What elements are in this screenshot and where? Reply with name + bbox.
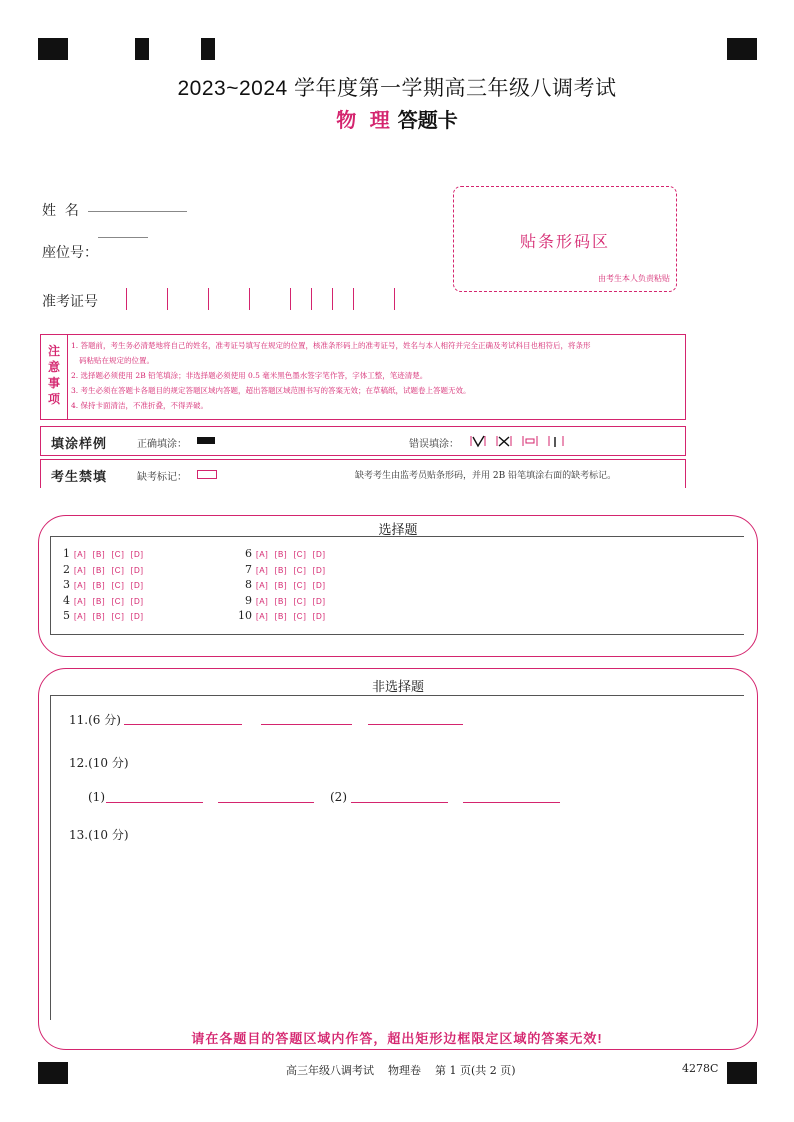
page-footer: 高三年级八调考试 物理卷 第 1 页(共 2 页): [286, 1064, 516, 1077]
id-digit-box[interactable]: [332, 288, 333, 310]
choice-option-bubble[interactable]: [C]: [111, 565, 125, 575]
choice-question-row: [238, 594, 332, 609]
notice-side-char: 意: [47, 360, 60, 374]
choice-question-row: [56, 594, 150, 609]
choice-option-bubble[interactable]: [A]: [256, 565, 269, 575]
notice-item: 3. 考生必须在答题卡各题目的规定答题区域内答题，超出答题区域范围书写的答案无效；在草稿纸，试题卷上答题无效。: [71, 386, 471, 395]
name-field[interactable]: [88, 211, 187, 212]
nonchoice-section-title: 非选择题: [371, 679, 424, 694]
choice-question-row: [56, 609, 150, 624]
choice-option-bubble[interactable]: [A]: [74, 565, 87, 575]
choice-question-row: [238, 563, 332, 578]
notice-items: [71, 338, 679, 413]
name-label: 姓 名: [42, 203, 79, 219]
choice-option-bubble[interactable]: [D]: [130, 581, 145, 590]
choice-option-bubble[interactable]: [B]: [274, 581, 288, 590]
wrong-fill-label: 错误填涂：: [409, 439, 459, 450]
correct-fill-sample: [197, 437, 215, 444]
correct-fill-label: 正确填涂：: [137, 439, 187, 450]
card-subtitle: [0, 104, 794, 133]
choice-question-number: 1: [63, 547, 70, 560]
choice-option-bubble[interactable]: [C]: [293, 612, 307, 621]
id-digit-box[interactable]: [208, 288, 209, 310]
id-digit-box[interactable]: [249, 288, 250, 310]
exam-title: 2023~2024 学年度第一学期高三年级八调考试: [177, 77, 617, 100]
choice-option-bubble[interactable]: [C]: [293, 596, 307, 606]
choice-option-bubble[interactable]: [C]: [111, 612, 125, 621]
question-11-label: 11.(6 分): [69, 713, 121, 727]
choice-option-bubble[interactable]: [C]: [293, 581, 307, 590]
question-12-label: 12.(10 分): [69, 756, 129, 770]
timing-mark: [135, 38, 149, 60]
fill-sample-row: [40, 426, 686, 456]
choice-question-number: 9: [245, 593, 252, 607]
choice-option-bubble[interactable]: [D]: [130, 550, 145, 559]
choice-option-bubble[interactable]: [B]: [274, 612, 288, 621]
q12-part2-answer-1[interactable]: [351, 802, 448, 803]
choice-option-bubble[interactable]: [B]: [92, 581, 106, 590]
id-digit-box[interactable]: [167, 288, 168, 310]
q12-part1-answer-2[interactable]: [218, 802, 314, 803]
choice-question-number: 7: [245, 562, 252, 576]
notice-side-char: 项: [47, 392, 60, 406]
id-digit-box[interactable]: [126, 288, 127, 310]
choice-option-bubble[interactable]: [D]: [312, 581, 327, 590]
choice-bottom-rule: [50, 634, 744, 635]
question-13-label: 13.(10 分): [69, 828, 129, 842]
choice-option-bubble[interactable]: [D]: [130, 596, 145, 606]
card-label: 答题卡: [397, 110, 458, 132]
seat-field-line[interactable]: [98, 237, 148, 238]
choice-option-bubble[interactable]: [C]: [111, 596, 125, 606]
choice-question-row: [238, 547, 332, 562]
choice-question-number: 8: [245, 578, 252, 591]
choice-option-bubble[interactable]: [C]: [293, 565, 307, 575]
absent-mark-label: 缺考标记：: [137, 472, 187, 483]
fill-sample-label: 填涂样例: [51, 436, 108, 451]
notice-side-label: [41, 335, 68, 419]
choice-option-bubble[interactable]: [C]: [293, 550, 307, 559]
absent-mark-box[interactable]: [197, 470, 217, 479]
notice-item: 1. 答题前，考生务必清楚地将自己的姓名，准考证号填写在规定的位置，核准条形码上的准考证号，姓名与本人相符并完全正确及考试科目也相符后，将条形: [71, 341, 591, 350]
choice-option-bubble[interactable]: [A]: [74, 581, 87, 590]
choice-question-row: [56, 547, 150, 562]
choice-question-row: [238, 609, 332, 624]
choice-question-number: 10: [238, 609, 252, 622]
notice-item: 4. 保持卡面清洁，不准折叠，不得弄破。: [71, 401, 209, 410]
nonchoice-top-rule: [50, 695, 744, 696]
proctor-only-label: 考生禁填: [51, 469, 108, 484]
q11-answer-2[interactable]: [261, 724, 352, 725]
q11-answer-1[interactable]: [124, 724, 242, 725]
choice-question-number: 5: [63, 609, 70, 622]
choice-option-bubble[interactable]: [D]: [312, 550, 327, 559]
timing-mark: [38, 38, 68, 60]
choice-question-row: [56, 563, 150, 578]
id-digit-box[interactable]: [290, 288, 291, 310]
id-digit-box[interactable]: [353, 288, 354, 310]
notice-item: 2. 选择题必须使用 2B 铅笔填涂；非选择题必须使用 0.5 毫米黑色墨水签字笔作答，字体工整，笔迹清楚。: [71, 371, 428, 380]
proctor-only-row: [40, 459, 686, 488]
choice-option-bubble[interactable]: [A]: [256, 596, 269, 606]
id-digit-box[interactable]: [394, 288, 395, 310]
q13-answer-area[interactable]: [52, 846, 742, 1016]
timing-mark: [727, 1062, 757, 1084]
choice-option-bubble[interactable]: [B]: [274, 596, 288, 606]
choice-section-title: 选择题: [378, 522, 418, 537]
choice-question-number: 2: [63, 562, 70, 576]
choice-option-bubble[interactable]: [B]: [92, 612, 106, 621]
wrong-fill-samples: [469, 433, 579, 449]
choice-option-bubble[interactable]: [A]: [74, 596, 87, 606]
subject-name: 物 理: [336, 110, 394, 132]
absent-note: 缺考考生由监考员贴条形码，并用 2B 铅笔填涂右面的缺考标记。: [355, 471, 617, 481]
choice-option-bubble[interactable]: [B]: [92, 550, 106, 559]
timing-mark: [727, 38, 757, 60]
id-label: 准考证号: [42, 294, 98, 310]
choice-option-bubble[interactable]: [B]: [92, 596, 106, 606]
timing-mark: [38, 1062, 68, 1084]
nonchoice-left-rule: [50, 695, 51, 1020]
choice-option-bubble[interactable]: [A]: [74, 612, 87, 621]
id-digit-box[interactable]: [311, 288, 312, 310]
form-code: 4278C: [682, 1062, 719, 1075]
choice-option-bubble[interactable]: [A]: [256, 612, 269, 621]
choice-option-bubble[interactable]: [A]: [74, 550, 87, 559]
q11-answer-3[interactable]: [368, 724, 463, 725]
barcode-title: 贴条形码区: [519, 232, 610, 251]
choice-option-bubble[interactable]: [D]: [312, 596, 327, 606]
notice-item: 码粘贴在规定的位置。: [79, 356, 154, 365]
q12-part2-answer-2[interactable]: [463, 802, 560, 803]
choice-option-bubble[interactable]: [B]: [274, 550, 288, 559]
choice-option-bubble[interactable]: [D]: [130, 612, 145, 621]
choice-top-rule: [50, 536, 744, 537]
choice-question-number: 6: [245, 547, 252, 560]
choice-option-bubble[interactable]: [B]: [92, 565, 106, 575]
q12-part1-label: (1): [88, 790, 105, 804]
q12-part2-label: (2): [330, 790, 347, 804]
timing-mark: [201, 38, 215, 60]
choice-option-bubble[interactable]: [D]: [312, 565, 327, 575]
notice-side-char: 注: [47, 344, 60, 358]
choice-question-row: [238, 578, 332, 593]
choice-option-bubble[interactable]: [A]: [256, 581, 269, 590]
choice-question-number: 3: [63, 578, 70, 591]
choice-option-bubble[interactable]: [B]: [274, 565, 288, 575]
choice-question-number: 4: [63, 593, 70, 607]
choice-left-rule: [50, 536, 51, 634]
choice-option-bubble[interactable]: [C]: [111, 581, 125, 590]
seat-label: 座位号：: [42, 245, 98, 261]
barcode-note: 由考生本人负责粘贴: [598, 274, 670, 283]
choice-option-bubble[interactable]: [D]: [312, 612, 327, 621]
notice-side-char: 事: [47, 376, 60, 390]
choice-question-row: [56, 578, 150, 593]
answer-area-warning: 请在各题目的答题区域内作答，超出矩形边框限定区域的答案无效!: [191, 1031, 603, 1046]
choice-option-bubble[interactable]: [C]: [111, 550, 125, 559]
choice-option-bubble[interactable]: [D]: [130, 565, 145, 575]
barcode-area[interactable]: [453, 186, 677, 292]
choice-option-bubble[interactable]: [A]: [256, 550, 269, 559]
notice-box: [40, 334, 686, 420]
q12-part1-answer-1[interactable]: [106, 802, 203, 803]
